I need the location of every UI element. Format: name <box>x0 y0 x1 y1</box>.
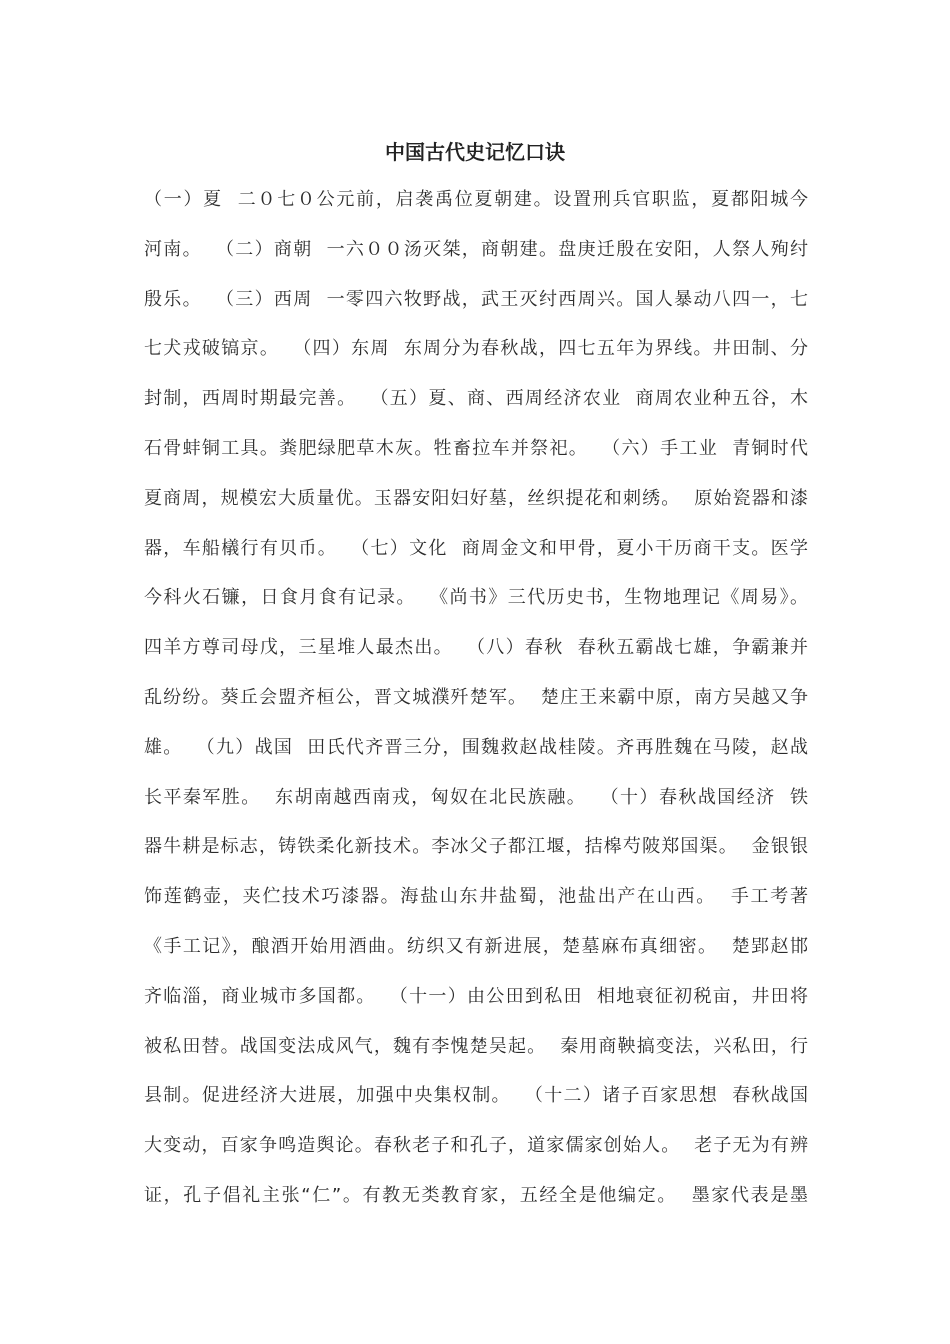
document-body <box>144 180 808 1226</box>
body-line: 河南。 （二）商朝 一六００汤灭桀，商朝建。盘庚迁殷在安阳，人祭人殉纣 <box>144 238 808 260</box>
body-line: 雄。 （九）战国 田氏代齐晋三分，围魏救赵战桂陵。齐再胜魏在马陵，赵战 <box>144 736 808 758</box>
body-line: 器牛耕是标志，铸铁柔化新技术。李冰父子都江堰，拮槔芍陂郑国渠。 金银银 <box>144 836 808 858</box>
body-line: 大变动，百家争鸣造舆论。春秋老子和孔子，道家儒家创始人。 老子无为有辨 <box>144 1135 808 1157</box>
body-line: 证，孔子倡礼主张“仁”。有教无类教育家，五经全是他编定。 墨家代表是墨 <box>144 1184 808 1206</box>
body-line: 齐临淄，商业城市多国都。 （十一）由公田到私田 相地衰征初税亩，井田将 <box>144 985 808 1007</box>
body-line: 今科火石镰，日食月食有记录。 《尚书》三代历史书，生物地理记《周易》。 <box>144 587 808 609</box>
body-line: 器，车船檥行有贝币。 （七）文化 商周金文和甲骨，夏小干历商干支。医学 <box>144 537 808 559</box>
body-line: 封制，西周时期最完善。 （五）夏、商、西周经济农业 商周农业种五谷，木 <box>144 388 808 410</box>
body-line: （一）夏 二０七０公元前，启袭禹位夏朝建。设置刑兵官职监，夏都阳城今 <box>144 189 808 210</box>
body-line: 四羊方尊司母戊，三星堆人最杰出。 （八）春秋 春秋五霸战七雄，争霸兼并 <box>144 637 808 659</box>
body-line: 长平秦军胜。 东胡南越西南戎，匈奴在北民族融。 （十）春秋战国经济 铁 <box>144 786 808 808</box>
body-line: 县制。促进经济大进展，加强中央集权制。 （十二）诸子百家思想 春秋战国 <box>144 1085 808 1107</box>
body-line: 饰莲鹤壶，夹伫技术巧漆器。海盐山东井盐蜀，池盐出产在山西。 手工考著 <box>144 886 808 908</box>
body-line: 殷乐。 （三）西周 一零四六牧野战，武王灭纣西周兴。国人暴动八四一，七 <box>144 288 808 310</box>
body-line: 被私田替。战国变法成风气，魏有李愧楚吴起。 秦用商鞅搞变法，兴私田，行 <box>144 1035 808 1057</box>
body-line: 石骨蚌铜工具。粪肥绿肥草木灰。牲畜拉车并祭祀。 （六）手工业 青铜时代 <box>144 437 808 459</box>
document-title: 中国古代史记忆口诀 <box>385 140 565 164</box>
body-line: 《手工记》，酿酒开始用酒曲。纺织又有新进展，楚墓麻布真细密。 楚郢赵邯 <box>144 935 808 957</box>
body-line: 七犬戎破镐京。 （四）东周 东周分为春秋战，四七五年为界线。井田制、分 <box>144 338 808 360</box>
body-line: 乱纷纷。葵丘会盟齐桓公，晋文城濮歼楚军。 楚庄王来霸中原，南方吴越又争 <box>144 686 808 708</box>
body-line: 夏商周，规模宏大质量优。玉器安阳妇好墓，丝织提花和刺绣。 原始瓷器和漆 <box>144 487 808 509</box>
